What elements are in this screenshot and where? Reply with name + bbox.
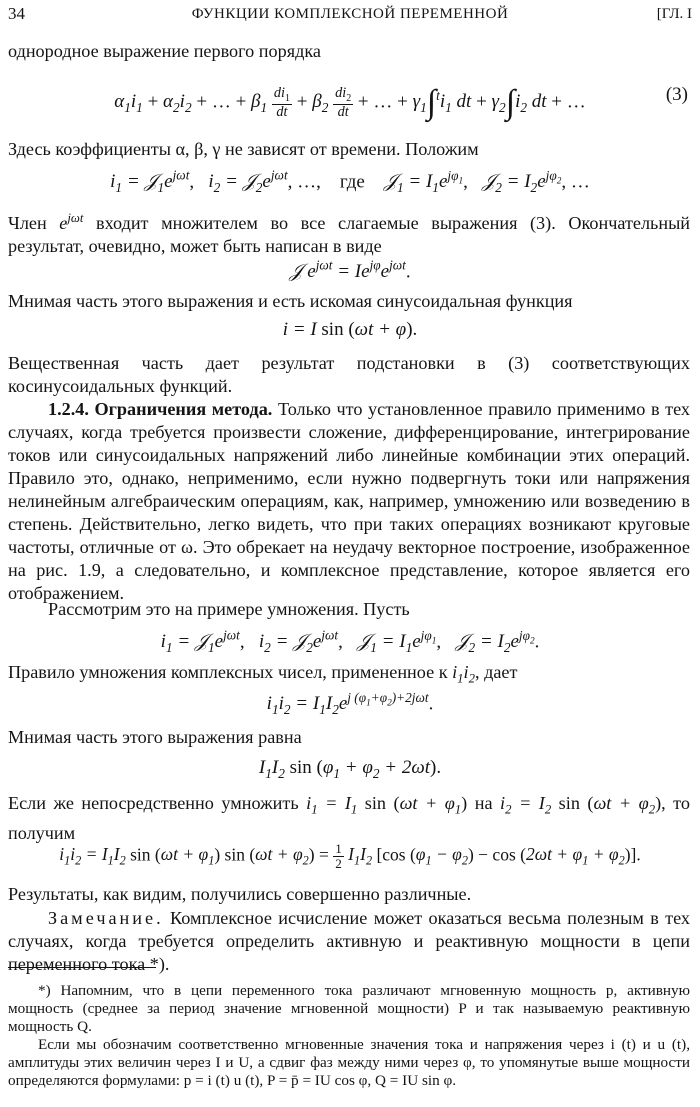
equation-3: $\alpha_1i_1 + \alpha_2i_2$ + … + $\beta_1$ $\frac{di_1}{dt}$ + $\beta_2$ $\frac{di_2}{dt}$ + … + $\gamma_1\int^ti_1$ dt + $\gamma_2\int i_2$ dt + … (3) — [114, 84, 688, 121]
section-paragraph: 1.2.4. Ограничения метода. Только что установленное правило применимо в тех случаях, когда требуется произвести сложение, дифференцирование, интегрирование токов или синусоидальных напряжений либо линейные комбинации этих операций. Правило это, однако, неприменимо, если нужно подвергнуть токи или напряжения нелинейным алгебраическим операциям, как, например, умножению или возведению в степень. Действительно, легко видеть, что при таких операциях возникают круговые частоты, отличные от ω. Это обрекает на неудачу векторное построение, изображенное на рис. 1.9, а следовательно, и комплексное представление, которое является его отображением. — [8, 399, 691, 603]
paragraph: Член $e^{j\omega t}$ входит множителем во все слагаемые выражения (3). Окончательный результат, очевидно, может быть написан в виде — [8, 211, 691, 257]
footnote: *) Напомним, что в цепи переменного тока различают мгновенную мощность p, активную мощность (среднее за период значение мгновенной мощности) P и так называемую реактивную мощность Q. — [8, 982, 690, 1035]
running-header — [8, 4, 692, 26]
paragraph: Мнимая часть этого выражения равна — [8, 727, 302, 747]
where-word: где — [339, 171, 365, 193]
equation: $i_1$ = $𝒥_1e^{j\omega t}$, $i_2$ = $𝒥_2e^{j\omega t}$, 𝒥$_1$ = $I_1e^{j\varphi_1}$, 𝒥$_2$ = $I_2e^{j\varphi_2}$. — [160, 628, 540, 656]
equation: $i_1$ = $𝒥_1e^{j\omega t}$, $i_2$ = $𝒥_2e^{j\omega t}$, …, где 𝒥$_1$ = $I_1e^{j\varphi_1}$, 𝒥$_2$ = $I_2e^{j\varphi_2}$, … — [110, 168, 590, 196]
paragraph: Если же непосредственно умножить $i_1 = I_1$ $\sin (\omega t + \varphi_1)$ на $i_2 = I_2$ $\sin (\omega t + \varphi_2)$, то получим — [8, 793, 690, 843]
equation: i = I sin (ωt + φ). — [282, 319, 418, 340]
section-title: 1.2.4. Ограничения метода. — [48, 399, 273, 419]
equation: 𝒥 $e^{j\omega t} = Ie^{j\varphi}e^{j\omega t}$. — [289, 258, 411, 283]
paragraph: Результаты, как видим, получились совершенно различные. — [8, 884, 472, 904]
equation: $i_1i_2 = I_1I_2e^{j (\varphi_1+\varphi_2)+2j\omega t}$. — [266, 690, 434, 718]
remark-paragraph: Замечание. Комплексное исчисление может оказаться весьма полезным в тех случаях, когда требуется определить активную и реактивную мощности в цепи переменного тока *). — [8, 908, 691, 974]
paragraph: Мнимая часть этого выражения и есть искомая синусоидальная функция — [8, 291, 573, 311]
paragraph: Рассмотрим это на примере умножения. Пусть — [48, 599, 410, 619]
equation: $i_1i_2 = I_1I_2$ $\sin (\omega t + \varphi_1)$ $\sin (\omega t + \varphi_2)$ = $\frac{1}{2}$ $I_1I_2$ [cos $(\varphi_1 - \varphi_2) - \cos (2\omega t + \varphi_1 + \varphi_2)$]. — [59, 841, 641, 871]
equation-number: (3) — [665, 84, 688, 105]
paragraph: Правило умножения комплексных чисел, примененное к $i_1i_2$, дает — [8, 662, 518, 686]
paragraph: Здесь коэффициенты α, β, γ не зависят от времени. Положим — [8, 139, 479, 159]
paragraph: Вещественная часть дает результат подстановки в (3) соответствующих косинусоидальных функций. — [8, 353, 690, 396]
footnote: Если мы обозначим соответственно мгновенные значения тока и напряжения через i (t) и u (t), амплитуды этих величин через I и U, а сдвиг фаз между ними через φ, то упомянутые выше мощности определяются формулами: p = i (t) u (t), P = p̄ = IU cos φ, Q = IU sin φ. — [8, 1036, 690, 1089]
footnote-rule — [8, 967, 156, 968]
running-title: ФУНКЦИИ КОМПЛЕКСНОЙ ПЕРЕМЕННОЙ — [191, 6, 509, 22]
paragraph: однородное выражение первого порядка — [8, 41, 321, 61]
equation: $I_1I_2$ $\sin (\varphi_1 + \varphi_2 + 2\omega t)$. — [258, 757, 442, 781]
page-number: 34 — [8, 4, 25, 23]
remark-label: Замечание. — [48, 908, 164, 928]
chapter-label: [ГЛ. I — [656, 6, 692, 22]
